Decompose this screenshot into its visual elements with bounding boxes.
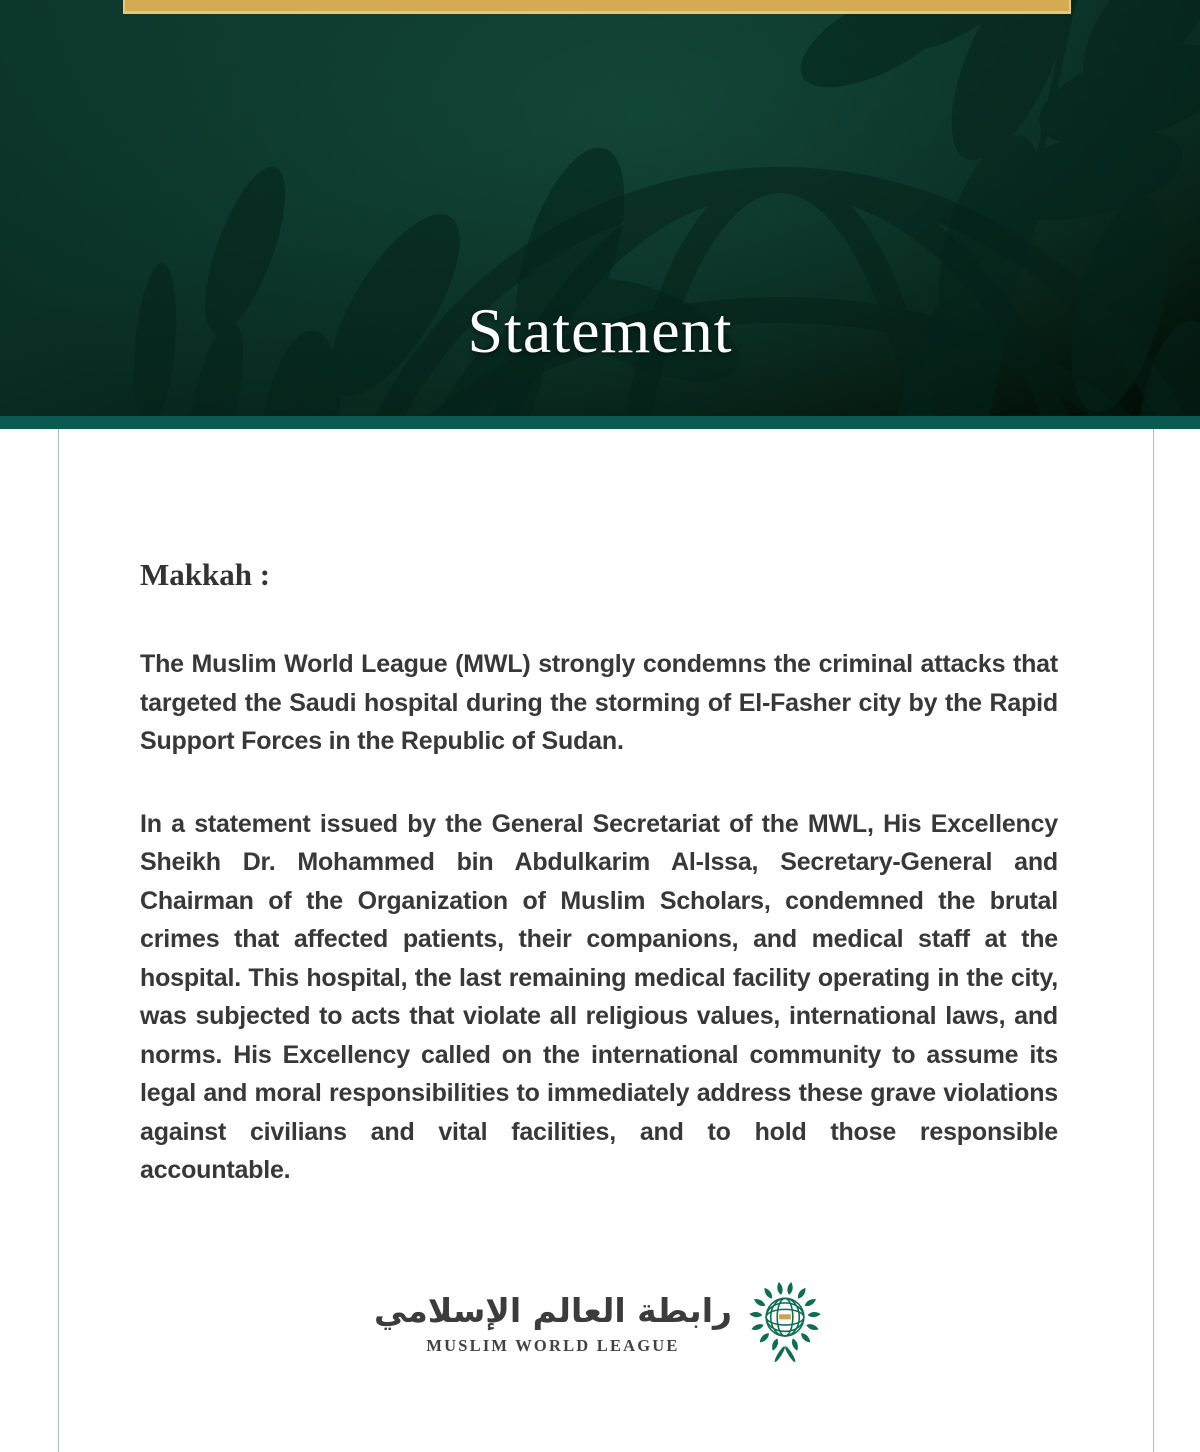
gold-accent-bar xyxy=(123,0,1071,14)
mwl-logo xyxy=(140,1280,1058,1366)
statement-paragraph: In a statement issued by the General Secretariat of the MWL, His Excellency Sheikh Dr. Mohammed bin Abdulkarim Al-Issa, Secretary-General and Chairman of the Organization of Muslim Scholars, condemned the brutal crimes that affected patients, their companions, and medical staff at the hospital. This hospital, the last remaining medical facility operating in the city, was subjected to acts that violate all religious values, international laws, and norms. His Excellency called on the international community to assume its legal and moral responsibilities to immediately address these grave violations against civilians and vital facilities, and to hold those responsible accountable. xyxy=(140,809,1058,1184)
kaaba-band-icon xyxy=(779,1314,791,1319)
header-banner xyxy=(0,0,1200,416)
mwl-emblem-icon xyxy=(746,1280,824,1366)
page-title: Statement xyxy=(467,295,733,366)
statement-paragraph: The Muslim World League (MWL) strongly condemns the criminal attacks that targeted the Saudi hospital during the storming of El-Fasher city by the Rapid Support Forces in the Republic of Sudan. xyxy=(140,650,1058,755)
right-rule-line xyxy=(1153,429,1154,1452)
latin-wordmark: MUSLIM WORLD LEAGUE xyxy=(426,1336,680,1356)
arabic-wordmark: رابطة العالم الإسلامي xyxy=(373,1290,733,1330)
mwl-wordmarks xyxy=(374,1289,732,1357)
wreath-icon xyxy=(749,1281,821,1362)
left-rule-line xyxy=(58,429,59,1452)
olive-branch-left-icon xyxy=(128,135,753,416)
divider-band xyxy=(0,416,1200,429)
statement-body xyxy=(140,429,1058,1366)
city-heading: Makkah : xyxy=(140,557,271,592)
